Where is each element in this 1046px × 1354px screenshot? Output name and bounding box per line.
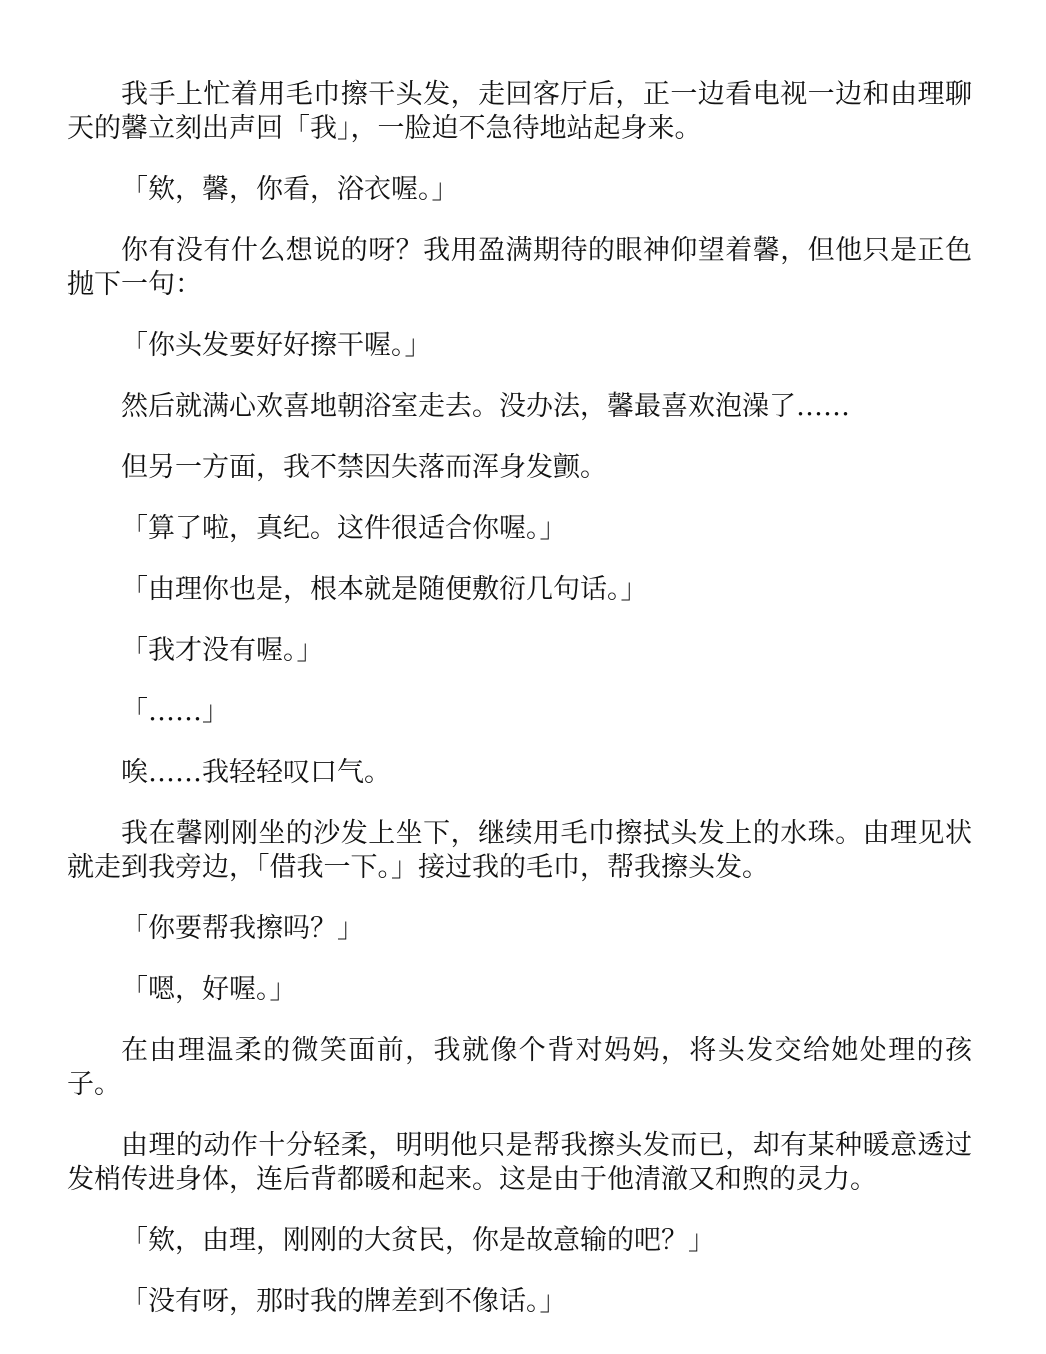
paragraph: 「欸，馨，你看，浴衣喔。」 [121,174,459,205]
paragraph: 「没有呀，那时我的牌差到不像话。」 [121,1286,567,1317]
paragraph: 然后就满心欢喜地朝浴室走去。没办法，馨最喜欢泡澡了…… [121,391,850,422]
paragraph: 「我才没有喔。」 [121,635,324,666]
paragraph: 「你头发要好好擦干喔。」 [121,330,432,361]
paragraph: 「嗯，好喔。」 [121,974,297,1005]
paragraph: 「你要帮我擦吗？」 [121,913,364,944]
paragraph: 唉……我轻轻叹口气。 [121,757,391,788]
paragraph: 「由理你也是，根本就是随便敷衍几句话。」 [121,574,648,605]
paragraph: 在由理温柔的微笑面前，我就像个背对妈妈，将头发交给她处理的孩子。 [67,1035,972,1100]
document-page [67,78,972,1346]
paragraph: 我手上忙着用毛巾擦干头发，走回客厅后，正一边看电视一边和由理聊天的馨立刻出声回「我」，一脸迫不急待地站起身来。 [67,79,972,144]
paragraph: 「欸，由理，刚刚的大贫民，你是故意输的吧？」 [121,1225,715,1256]
paragraph: 「算了啦，真纪。这件很适合你喔。」 [121,513,567,544]
paragraph: 我在馨刚刚坐的沙发上坐下，继续用毛巾擦拭头发上的水珠。由理见状就走到我旁边，「借我一下。」接过我的毛巾，帮我擦头发。 [67,818,972,883]
paragraph: 「……」 [121,696,229,727]
paragraph: 你有没有什么想说的呀？我用盈满期待的眼神仰望着馨，但他只是正色抛下一句： [67,235,972,300]
paragraph: 由理的动作十分轻柔，明明他只是帮我擦头发而已，却有某种暖意透过发梢传进身体，连后背都暖和起来。这是由于他清澈又和煦的灵力。 [67,1130,972,1195]
paragraph: 但另一方面，我不禁因失落而浑身发颤。 [121,452,607,483]
